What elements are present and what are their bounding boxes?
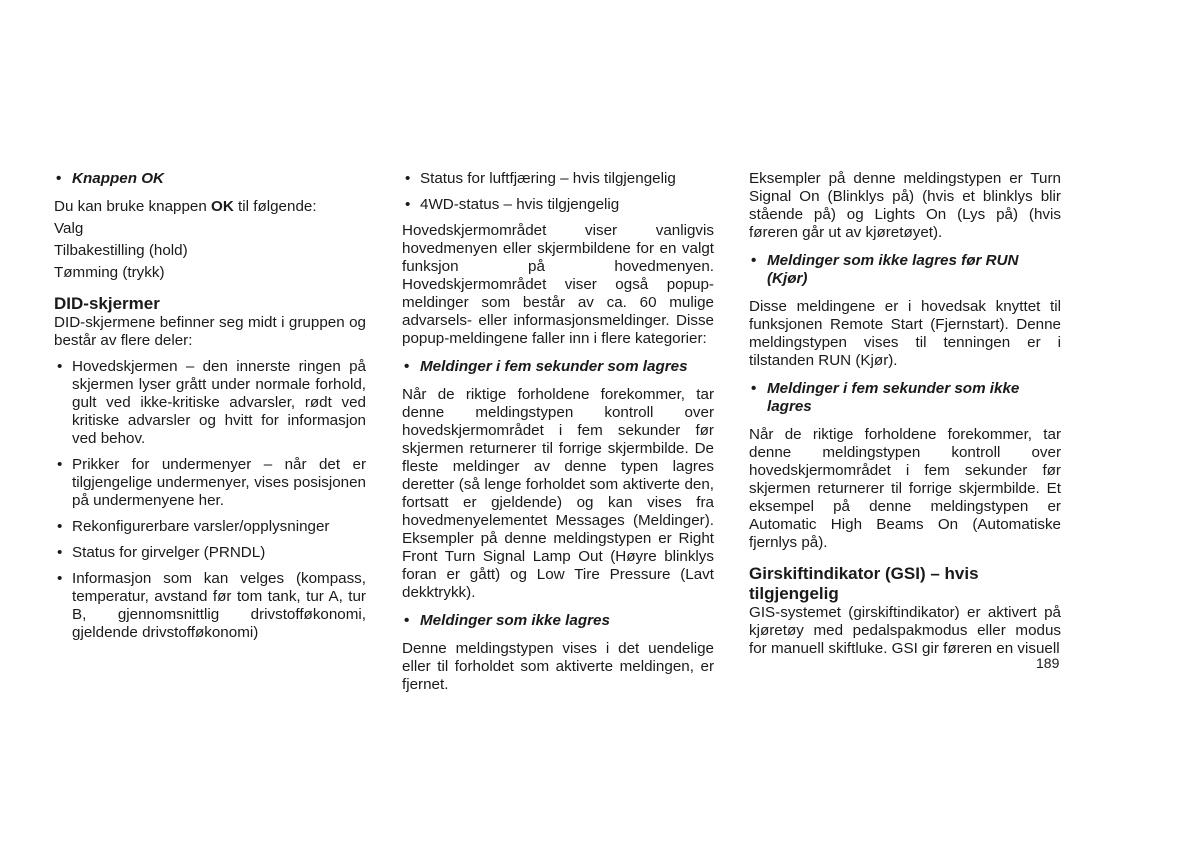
list-item: • Rekonfigurerbare varsler/opplysninger [54,518,366,536]
paragraph: Når de riktige forholdene forekommer, tar denne meldingstypen kontroll over hovedskjermområdet i fem sekunder før skjermen returnerer til forrige skjermbilde. De fleste meldinger av denne typen lagres deretter (så lenge forholdet som aktiverte den, fortsatt er gjeldende) og kan vises fra hovedmenyelementet Messages (Meldinger). Eksempler på denne meldingstypen er Right Front Turn Signal Lamp Out (Høyre blinklys foran er gått) og Low Tire Pressure (Lavt dekktrykk). [402,386,714,601]
bullet-heading-ok: • Knappen OK [54,170,366,188]
line-valg: Valg [54,220,84,237]
paragraph: Hovedskjermområdet viser vanligvis hovedmenyen eller skjermbildene for en valgt funksjon på hovedmenyen. Hovedskjermområdet viser også popup-meldinger som består av ca. 60 mulige advarsels- eller informasjonsmeldinger. Disse popup-meldingene faller inn i flere kategorier: [402,222,714,347]
section-title-did: DID-skjermer [54,294,160,313]
line-tilbakestilling: Tilbakestilling (hold) [54,242,188,259]
bullet-heading: • Meldinger i fem sekunder som lagres [402,358,714,376]
section-title-gsi: Girskiftindikator (GSI) – hvis tilgjengelig [749,564,979,603]
intro-line [54,198,366,216]
paragraph: GIS-systemet (girskiftindikator) er aktivert på kjøretøy med pedalspakmodus eller modus for manuell skiftluke. GSI gir føreren en visuell [749,604,1061,657]
paragraph: Når de riktige forholdene forekommer, tar denne meldingstypen kontroll over hovedskjermområdet i fem sekunder før skjermen returnerer til forrige skjermbilde. Et eksempel på denne meldingstypen er Automatic High Beams On (Automatiske fjernlys på). [749,426,1061,551]
bullet-heading: • Meldinger som ikke lagres før RUN (Kjør) [749,252,1061,288]
column-middle [402,170,714,694]
list-item: • Hovedskjermen – den innerste ringen på skjermen lyser grått under normale forhold, gult ved ikke-kritiske advarsler, rødt ved kritiske advarsler og hvitt for informasjon ved behov. [54,358,366,448]
paragraph: Eksempler på denne meldingstypen er Turn Signal On (Blinklys på) (hvis et blinklys blir stående på) og Lights On (Lys på) (hvis føreren går ut av kjøretøyet). [749,170,1061,241]
list-item: • Status for girvelger (PRNDL) [54,544,366,562]
status-bullet-list [402,170,714,214]
intro-text: Du kan bruke knappen [54,198,212,215]
page-number: 189 [1036,655,1060,671]
line-tomming: Tømming (trykk) [54,264,165,281]
list-item: • Status for luftfjæring – hvis tilgjengelig [402,170,714,188]
intro-bold: OK [211,198,234,215]
paragraph: Disse meldingene er i hovedsak knyttet til funksjonen Remote Start (Fjernstart). Denne meldingstypen vises til tenningen er i tilstanden RUN (Kjør). [749,298,1061,369]
column-left [54,170,366,650]
list-item: • Prikker for undermenyer – når det er tilgjengelige undermenyer, vises posisjonen på undermenyene her. [54,456,366,510]
intro-text-end: til følgende: [233,198,317,215]
paragraph: Denne meldingstypen vises i det uendelige eller til forholdet som aktiverte meldingen, er fjernet. [402,640,714,693]
bullet-heading: • Meldinger som ikke lagres [402,612,714,630]
column-right [749,170,1061,658]
bullet-heading: • Meldinger i fem sekunder som ikke lagres [749,380,1061,416]
did-bullet-list [54,358,366,642]
section-intro-did: DID-skjermene befinner seg midt i gruppen og består av flere deler: [54,314,366,349]
list-item: • Informasjon som kan velges (kompass, temperatur, avstand før tom tank, tur A, tur B, gjennomsnittlig drivstofføkonomi, gjeldende drivstofføkonomi) [54,570,366,642]
list-item: • 4WD-status – hvis tilgjengelig [402,196,714,214]
